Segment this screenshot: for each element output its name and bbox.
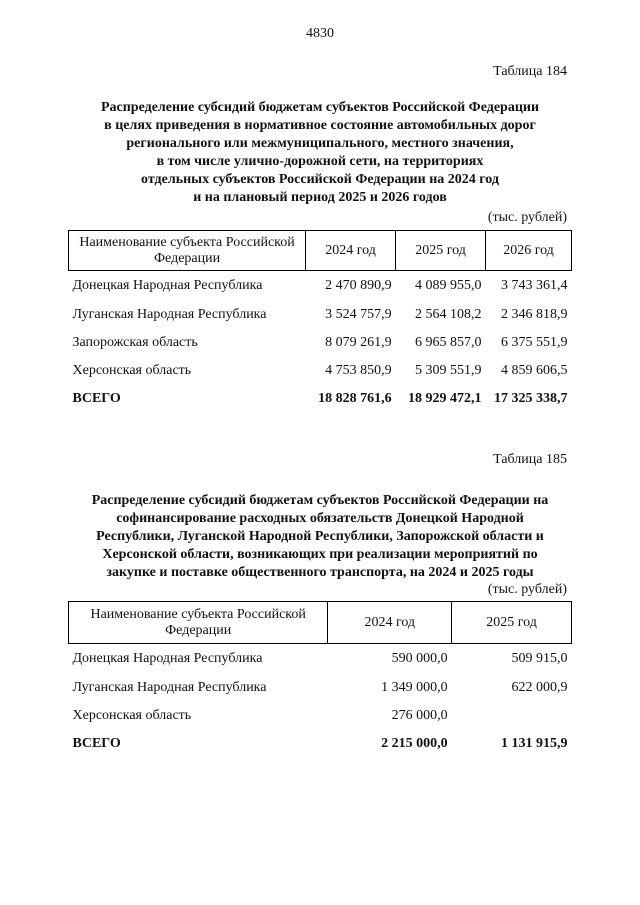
region-cell: Донецкая Народная Республика xyxy=(72,277,263,293)
column-header-2025: 2025 год xyxy=(452,602,572,644)
table-row xyxy=(69,357,572,385)
column-header-2026: 2026 год xyxy=(486,231,572,271)
table-184-title xyxy=(70,99,570,207)
table-184-header-row xyxy=(69,231,572,271)
table-184-title-line: и на плановый период 2025 и 2026 годов xyxy=(193,190,447,205)
total-value: 1 131 915,9 xyxy=(501,735,568,751)
value-cell: 4 089 955,0 xyxy=(415,277,482,293)
table-total-row xyxy=(69,385,572,413)
column-header-2024: 2024 год xyxy=(306,231,396,271)
table-185-title-line: софинансирование расходных обязательств Донецкой Народной xyxy=(116,511,524,526)
value-cell: 4 753 850,9 xyxy=(325,362,392,378)
table-185-title xyxy=(70,492,570,582)
table-185-units: (тыс. рублей) xyxy=(487,582,567,597)
value-cell: 2 564 108,2 xyxy=(415,306,482,322)
table-184 xyxy=(68,230,572,413)
region-cell: Донецкая Народная Республика xyxy=(72,650,263,666)
total-value: 18 929 472,1 xyxy=(408,390,482,406)
value-cell: 6 965 857,0 xyxy=(415,334,482,350)
table-row xyxy=(69,301,572,329)
column-header-region: Наименование субъекта Российской Федерации xyxy=(69,231,306,271)
table-184-title-line: в целях приведения в нормативное состояние автомобильных дорог xyxy=(104,118,536,133)
total-value: 17 325 338,7 xyxy=(494,390,568,406)
table-row xyxy=(69,644,572,674)
value-cell: 2 470 890,9 xyxy=(325,277,392,293)
table-185-title-line: Республики, Луганской Народной Республики, Запорожской области и xyxy=(96,529,544,544)
value-cell: 509 915,0 xyxy=(511,650,568,666)
table-185-title-line: Распределение субсидий бюджетам субъектов Российской Федерации на xyxy=(91,493,549,508)
value-cell: 1 349 000,0 xyxy=(381,679,448,695)
table-184-units: (тыс. рублей) xyxy=(487,210,567,225)
column-header-2024: 2024 год xyxy=(328,602,452,644)
table-184-title-line: в том числе улично-дорожной сети, на территориях xyxy=(156,154,484,169)
total-label: ВСЕГО xyxy=(72,390,121,406)
region-cell: Луганская Народная Республика xyxy=(72,679,267,695)
table-185-label: Таблица 185 xyxy=(493,452,567,467)
value-cell: 3 524 757,9 xyxy=(325,306,392,322)
table-185-title-line: закупке и поставке общественного транспорта, на 2024 и 2025 годы xyxy=(106,565,534,580)
table-184-title-line: регионального или межмуниципального, местного значения, xyxy=(126,136,514,151)
table-row xyxy=(69,329,572,357)
value-cell xyxy=(452,702,572,730)
column-header-region: Наименование субъекта Российской Федерации xyxy=(69,602,328,644)
value-cell: 3 743 361,4 xyxy=(501,277,568,293)
value-cell: 4 859 606,5 xyxy=(501,362,568,378)
region-cell: Запорожская область xyxy=(72,334,198,350)
total-value: 18 828 761,6 xyxy=(318,390,392,406)
value-cell: 276 000,0 xyxy=(391,707,448,723)
value-cell: 622 000,9 xyxy=(511,679,568,695)
page-number: 4830 xyxy=(306,26,334,41)
table-row xyxy=(69,702,572,730)
table-184-label: Таблица 184 xyxy=(493,64,567,79)
value-cell: 2 346 818,9 xyxy=(501,306,568,322)
value-cell: 6 375 551,9 xyxy=(501,334,568,350)
total-value: 2 215 000,0 xyxy=(381,735,448,751)
total-label: ВСЕГО xyxy=(72,735,121,751)
column-header-2025: 2025 год xyxy=(396,231,486,271)
table-184-title-line: Распределение субсидий бюджетам субъектов Российской Федерации xyxy=(100,100,540,115)
table-row xyxy=(69,674,572,702)
table-row xyxy=(69,271,572,301)
value-cell: 8 079 261,9 xyxy=(325,334,392,350)
table-total-row xyxy=(69,730,572,758)
region-cell: Херсонская область xyxy=(72,707,192,723)
region-cell: Луганская Народная Республика xyxy=(72,306,267,322)
table-184-title-line: отдельных субъектов Российской Федерации на 2024 год xyxy=(141,172,499,187)
table-185-header-row xyxy=(69,602,572,644)
value-cell: 590 000,0 xyxy=(391,650,448,666)
table-185 xyxy=(68,601,572,758)
table-185-title-line: Херсонской области, возникающих при реализации мероприятий по xyxy=(102,547,538,562)
value-cell: 5 309 551,9 xyxy=(415,362,482,378)
region-cell: Херсонская область xyxy=(72,362,192,378)
